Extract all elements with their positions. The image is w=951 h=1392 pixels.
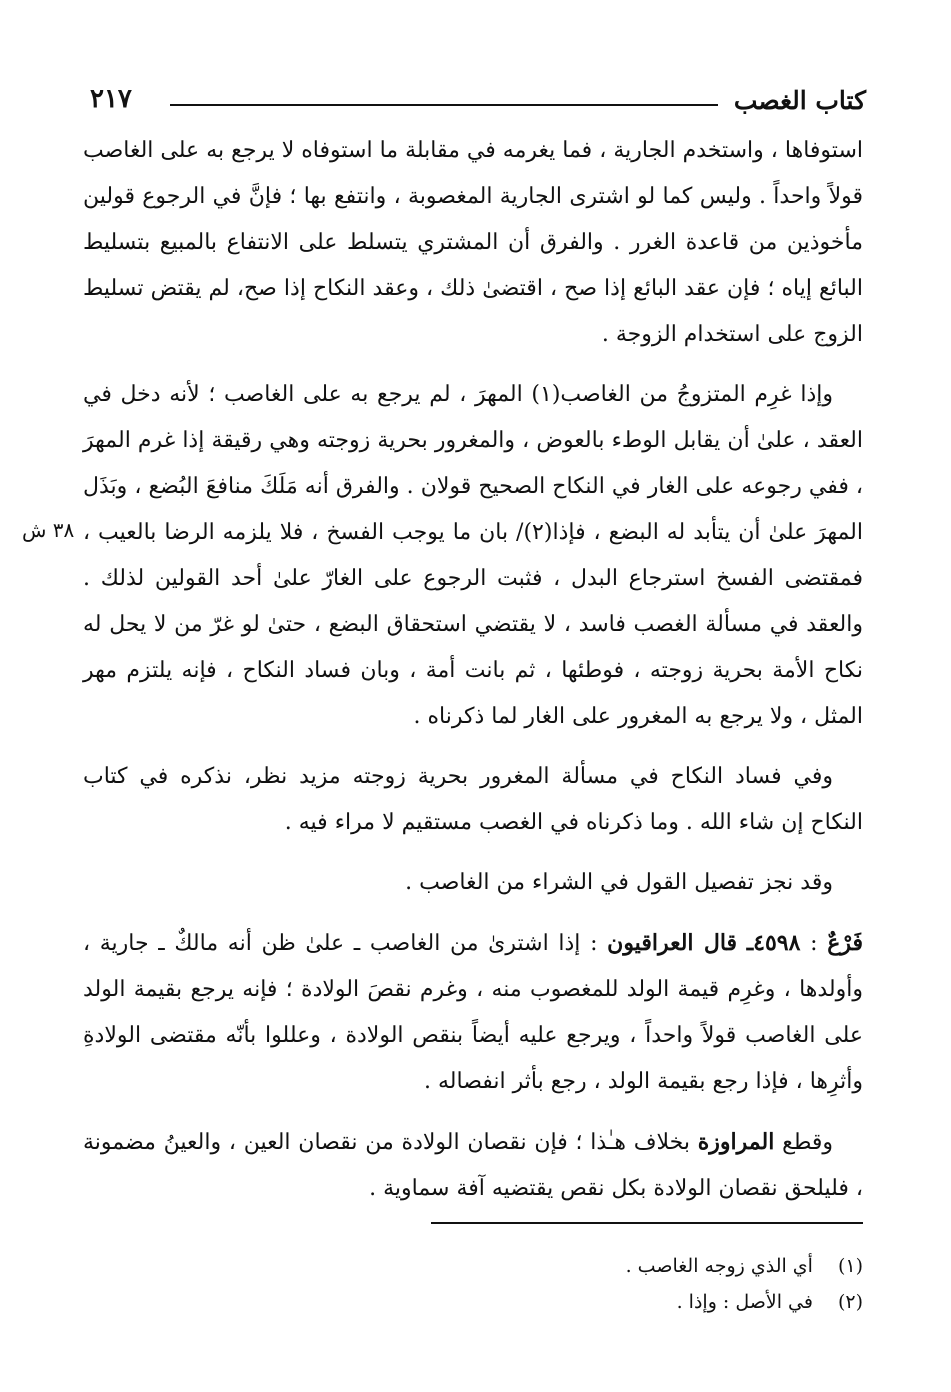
marawiza-lead: وقطع [782,1130,834,1155]
paragraph: وفي فساد النكاح في مسألة المغرور بحرية زوجته مزيد نظر، نذكره في كتاب النكاح إن شاء الله . وما ذكرناه في الغصب مستقيم لا مراء فيه . [83,764,863,835]
chapter-title: كتاب الغصب [733,86,866,115]
margin-folio-note: ٣٨ ش [22,518,75,542]
footnote-item [83,1248,863,1284]
paragraph: استوفاها ، واستخدم الجارية ، فما يغرمه في مقابلة ما استوفاه لا يرجع به على الغاصب قولاً واحداً . وليس كما لو اشترى الجارية المغصوبة ، وانتفع بها ؛ فإنَّ في الرجوع قولين مأخوذين من قاعدة الغرر . والفرق أن المشتري يتسلط على الانتفاع بالمبيع بتسليط البائع إياه ؛ فإن عقد البائع إذا صح ، اقتضىٰ ذلك ، وعقد النكاح إذا صح، لم يقتض تسليط الزوج على استخدام الزوجة . [83,138,863,347]
far-text: : إذا اشترىٰ من الغاصب ـ علىٰ ظن أنه مالكٌ ـ [158,931,598,956]
marawiza-paragraph [83,1119,863,1212]
page-header [90,80,866,120]
far-continuation: جارية ، وأولدها ، وغرِم قيمة الولد للمغصوب منه ، وغرم نقصَ الولادة ؛ فإنه يرجع بقيمة الولد على الغاصب قولاً واحداً ، ويرجع عليه أيضاً بنقص الولادة ، وعللوا بأنّه مقتضى الولادةِ وأثرِها ، فإذا رجع بقيمة الولد ، رجع بأثر انفصاله . [83,931,864,1094]
paragraph: وإذا غرِم المتزوجُ من الغاصب(١) المهرَ ، لم يرجع به على الغاصب ؛ لأنه دخل في العقد ، علىٰ أن يقابل الوطء بالعوض ، والمغرور بحرية زوجته وهي رقيقة إذا غرم المهرَ ، ففي رجوعه على الغار في النكاح الصحيح قولان . والفرق أنه مَلَكَ منافعَ البُضع ، وبَذَل المهرَ علىٰ أن يتأبد له البضع ، فإذا(٢)/ بان ما يوجب الفسخ ، فلا يلزمه الرضا بالعيب ، فمقتضى الفسخ استرجاع البدل ، فثبت الرجوع على الغارّ علىٰ أحد القولين لذلك . والعقد في مسألة الغصب فاسد ، لا يقتضي استحقاق البضع ، حتىٰ لو غرّ من لا يحل له نكاح الأمة بحرية زوجته ، فوطئها ، ثم بانت أمة ، وبان فساد النكاح ، فإنه يلتزم مهر المثل ، ولا يرجع به المغرور على الغار لما ذكرناه . [83,382,863,729]
far-label: فَرْعٌ [827,930,863,956]
footnote-text: في الأصل : وإذا . [676,1291,813,1313]
header-rule [170,104,718,106]
issue-number: ٤٥٩٨ـ [746,930,801,956]
page-number: ٢١٧ [90,84,132,114]
footnotes [83,1248,863,1320]
marawiza-text: بخلاف هـٰذا ؛ فإن نقصان الولادة من نقصان العين ، والعينُ مضمونة ، فليلحق نقصان الولادة بكل نقص يقتضيه آفة سماوية . [83,1130,863,1201]
footnote-number: (١) [837,1255,863,1277]
far-speaker: قال العراقيون [607,930,738,956]
footnote-rule [431,1222,863,1224]
paragraph: وقد نجز تفصيل القول في الشراء من الغاصب . [405,870,833,895]
footnote-number: (٢) [837,1291,863,1313]
far-paragraph: فَرْعٌ : ٤٥٩٨ـ قال العراقيون : إذا اشترىٰ من الغاصب ـ علىٰ ظن أنه مالكٌ ـ جارية ، وأولدها ، وغرِم قيمة الولد للمغصوب منه ، وغرم نقصَ الولادة ؛ فإنه يرجع بقيمة الولد على الغاصب قولاً واحداً ، ويرجع عليه أيضاً بنقص الولادة ، وعللوا بأنّه مقتضى الولادةِ وأثرِها ، فإذا رجع بقيمة الولد ، رجع بأثر انفصاله . [83,930,864,1094]
footnote-text: أي الذي زوجه الغاصب . [625,1255,813,1277]
footnote-item [83,1284,863,1320]
main-text [83,128,863,1226]
marawiza-subject: المراوزة [697,1129,775,1155]
